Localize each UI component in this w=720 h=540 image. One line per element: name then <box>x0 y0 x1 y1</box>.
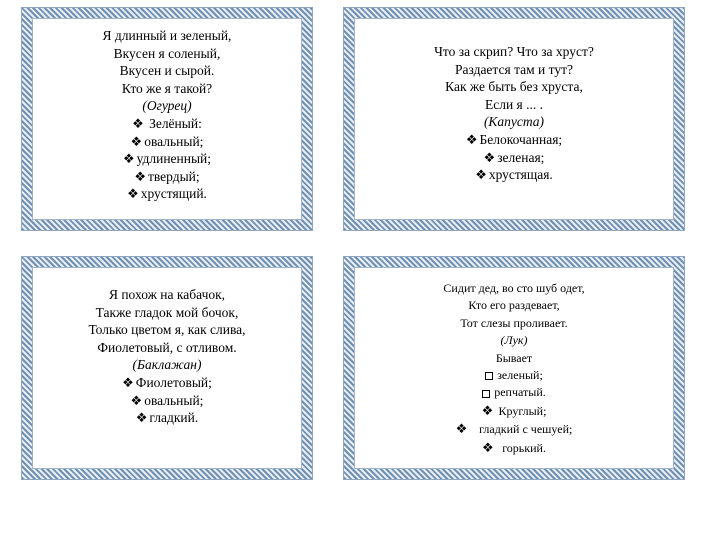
feature-text: хрустящий. <box>140 186 207 202</box>
feature-text: удлиненный; <box>136 151 212 167</box>
feature-item <box>136 409 199 427</box>
riddle-line: Вкусен я соленый, <box>113 45 221 61</box>
diamond-bullet-icon: ❖ <box>483 149 496 165</box>
riddle-line: Кто же я такой? <box>121 80 213 96</box>
feature-text: зеленая; <box>497 149 545 165</box>
riddle-card-cabbage <box>343 7 685 231</box>
feature-text: зеленый; <box>497 368 543 383</box>
square-bullet-icon <box>485 372 493 380</box>
feature-item <box>132 115 202 133</box>
feature-item <box>475 166 553 184</box>
square-bullet-icon <box>482 390 490 398</box>
diamond-bullet-icon: ❖ <box>455 421 478 437</box>
feature-text: Зелёный: <box>149 115 202 131</box>
diamond-bullet-icon: ❖ <box>130 392 143 408</box>
diamond-bullet-icon: ❖ <box>122 151 135 167</box>
feature-item <box>131 133 204 151</box>
feature-item <box>482 384 546 401</box>
diamond-bullet-icon: ❖ <box>127 186 139 202</box>
diamond-bullet-icon: ❖ <box>122 374 134 390</box>
feature-text: овальный; <box>144 133 204 149</box>
feature-text: хрустящая. <box>488 167 553 183</box>
riddle-card-cucumber <box>21 7 313 231</box>
riddle-line: Я похож на кабачок, <box>108 287 226 302</box>
feature-text: Белокочанная; <box>479 131 563 147</box>
feature-item <box>131 392 204 410</box>
riddle-line: Сидит дед, во сто шуб одет, <box>443 281 585 295</box>
riddle-line: Вкусен и сырой. <box>119 63 215 79</box>
card-content <box>354 18 674 220</box>
feature-text: овальный; <box>144 392 204 408</box>
riddle-answer: (Капуста) <box>483 114 545 130</box>
feature-text: горький. <box>502 440 546 455</box>
riddle-line: Я длинный и зеленый, <box>102 28 232 43</box>
riddle-line: Фиолетовый, с отливом. <box>97 339 237 355</box>
riddle-line: Раздается там и тут? <box>454 61 574 77</box>
riddle-line: Кто его раздевает, <box>468 298 560 313</box>
feature-item <box>482 439 546 457</box>
feature-text: гладкий с чешуей; <box>479 422 573 437</box>
feature-item <box>127 185 207 203</box>
riddle-line: Как же быть без хруста, <box>445 79 583 95</box>
card-content <box>32 18 302 220</box>
feature-item <box>466 131 562 149</box>
card-content <box>32 267 302 469</box>
diamond-bullet-icon: ❖ <box>132 115 148 131</box>
feature-item <box>123 150 211 168</box>
riddle-line: Тот слезы проливает. <box>460 315 568 330</box>
riddle-answer: (Огурец) <box>142 98 192 114</box>
feature-intro: Бывает <box>495 350 533 365</box>
feature-item <box>484 149 545 167</box>
feature-item <box>456 420 573 438</box>
riddle-answer: (Баклажан) <box>132 357 202 373</box>
card-content <box>354 267 674 469</box>
diamond-bullet-icon: ❖ <box>465 131 478 147</box>
feature-item <box>482 402 547 420</box>
feature-text: гладкий. <box>149 410 199 426</box>
diamond-bullet-icon: ❖ <box>135 410 148 426</box>
riddle-line: Только цветом я, как слива, <box>88 322 246 338</box>
riddle-line: Также гладок мой бочок, <box>95 304 239 320</box>
feature-item <box>122 374 212 392</box>
riddle-answer: (Лук) <box>500 333 528 348</box>
feature-text: репчатый. <box>494 385 546 400</box>
riddle-card-eggplant <box>21 256 313 480</box>
riddle-card-onion <box>343 256 685 480</box>
feature-text: Круглый; <box>498 403 547 418</box>
riddle-line: Что за скрип? Что за хруст? <box>434 44 594 59</box>
diamond-bullet-icon: ❖ <box>482 439 501 455</box>
riddle-line: Если я ... . <box>484 96 544 112</box>
diamond-bullet-icon: ❖ <box>481 402 497 418</box>
feature-text: Фиолетовый; <box>135 374 212 390</box>
diamond-bullet-icon: ❖ <box>475 167 487 183</box>
feature-item <box>134 168 199 186</box>
diamond-bullet-icon: ❖ <box>134 168 146 184</box>
feature-text: твердый; <box>147 168 200 184</box>
diamond-bullet-icon: ❖ <box>130 133 143 149</box>
feature-item <box>485 367 543 384</box>
